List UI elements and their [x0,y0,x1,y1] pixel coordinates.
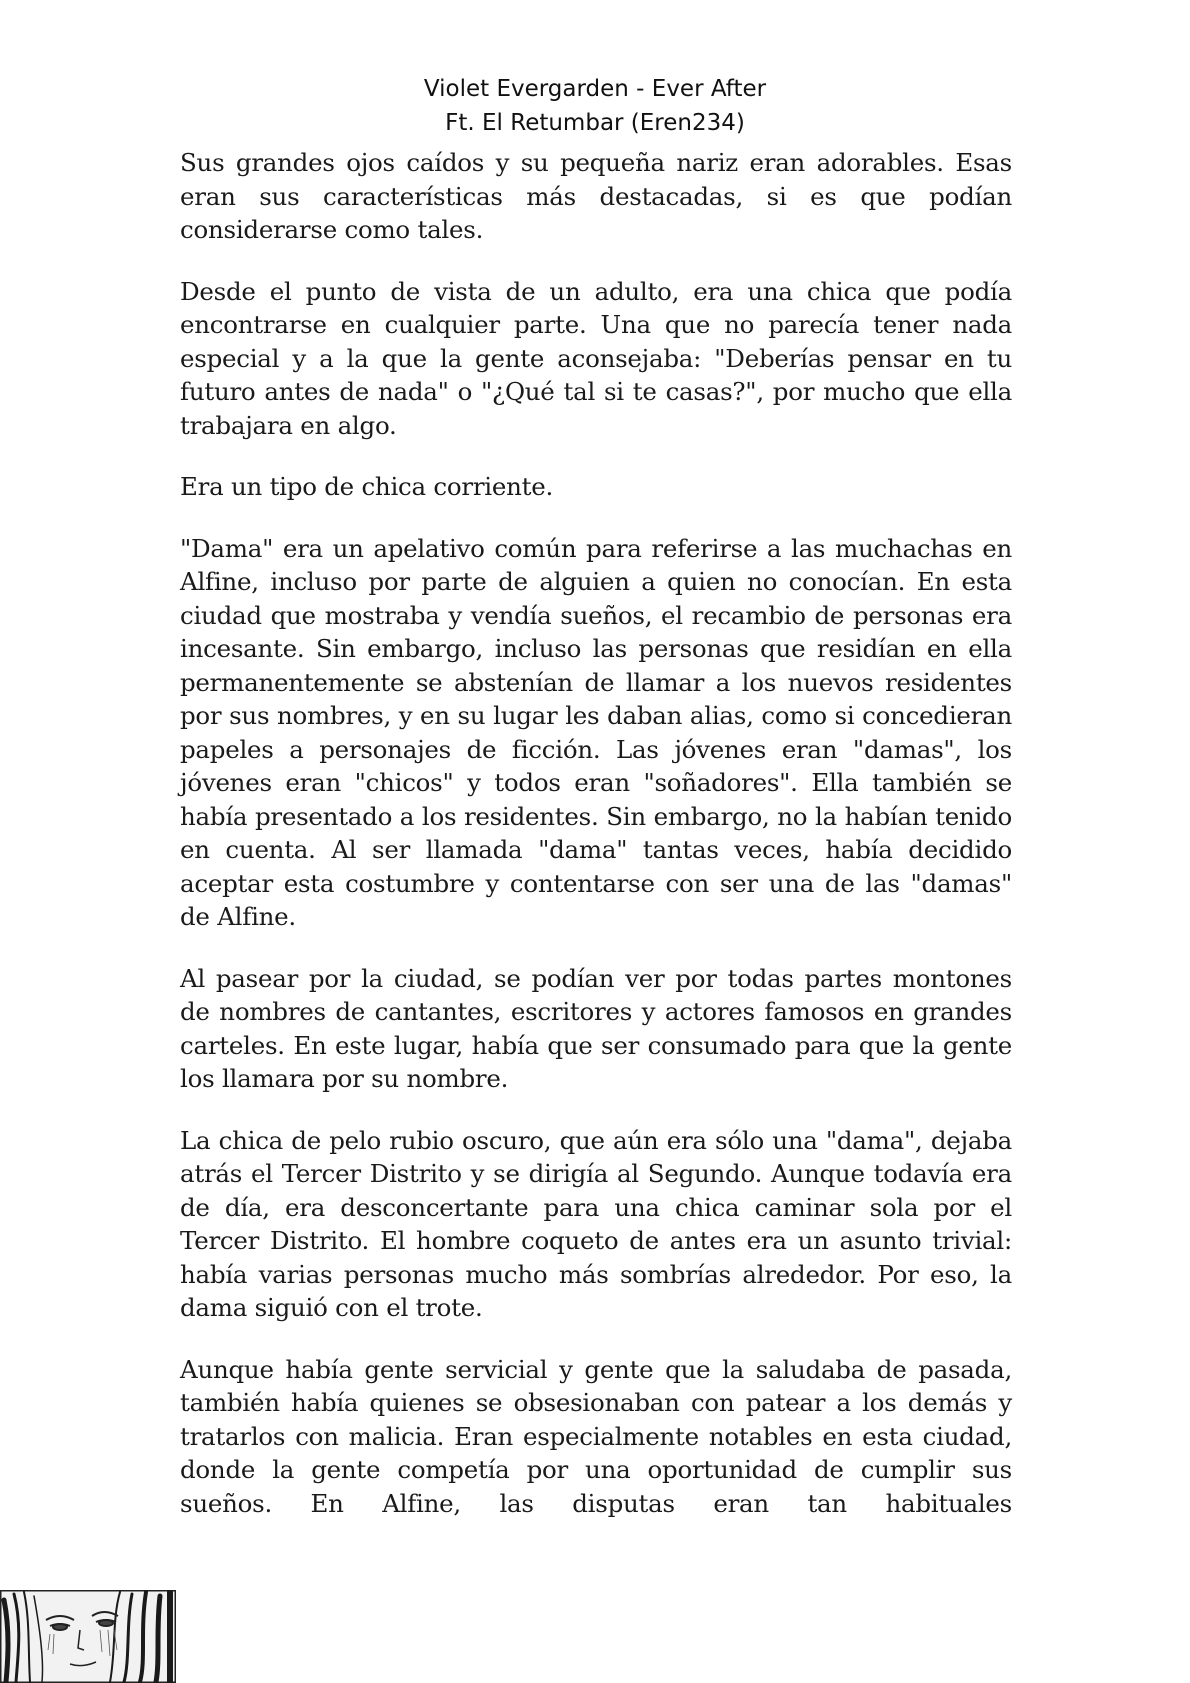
document-body [180,146,1012,1520]
page-header [0,72,1190,140]
paragraph: Aunque había gente servicial y gente que la saludaba de pasada, también había quienes se obsesionaban con patear a los demás y tratarlos con malicia. Eran especialmente notables en esta ciudad, donde la gente competía por una oportunidad de cumplir sus sueños. En Alfine, las disputas eran tan habituales [180,1354,1012,1518]
paragraph: Sus grandes ojos caídos y su pequeña nariz eran adorables. Esas eran sus características más destacadas, si es que podían considerarse como tales. [180,148,1012,244]
header-title: Violet Evergarden - Ever After [423,76,767,102]
paragraph: Al pasear por la ciudad, se podían ver por todas partes montones de nombres de cantantes, escritores y actores famosos en grandes carteles. En este lugar, había que ser consumado para que la gente los llamara por su nombre. [180,963,1012,1093]
manga-artwork-image [0,1590,176,1683]
paragraph: "Dama" era un apelativo común para referirse a las muchachas en Alfine, incluso por parte de alguien a quien no conocían. En esta ciudad que mostraba y vendía sueños, el recambio de personas era incesante. Sin embargo, incluso las personas que residían en ella permanentemente se abstenían de llamar a los nuevos residentes por sus nombres, y en su lugar les daban alias, como si concedieran papeles a personajes de ficción. Las jóvenes eran "damas", los jóvenes eran "chicos" y todos eran "soñadores". Ella también se había presentado a los residentes. Sin embargo, no la habían tenido en cuenta. Al ser llamada "dama" tantas veces, había decidido aceptar esta costumbre y contentarse con ser una de las "damas" de Alfine. [180,533,1012,931]
paragraph: La chica de pelo rubio oscuro, que aún era sólo una "dama", dejaba atrás el Tercer Distrito y se dirigía al Segundo. Aunque todavía era de día, era desconcertante para una chica caminar sola por el Tercer Distrito. El hombre coqueto de antes era un asunto trivial: había varias personas mucho más sombrías alrededor. Por eso, la dama siguió con el trote. [180,1125,1012,1322]
paragraph: Era un tipo de chica corriente. [180,472,554,501]
paragraph: Desde el punto de vista de un adulto, era una chica que podía encontrarse en cualquier parte. Una que no parecía tener nada especial y a la que la gente aconsejaba: "Deberías pensar en tu futuro antes de nada" o "¿Qué tal si te casas?", por mucho que ella trabajara en algo. [180,276,1012,440]
header-subtitle: Ft. El Retumbar (Eren234) [445,110,745,136]
